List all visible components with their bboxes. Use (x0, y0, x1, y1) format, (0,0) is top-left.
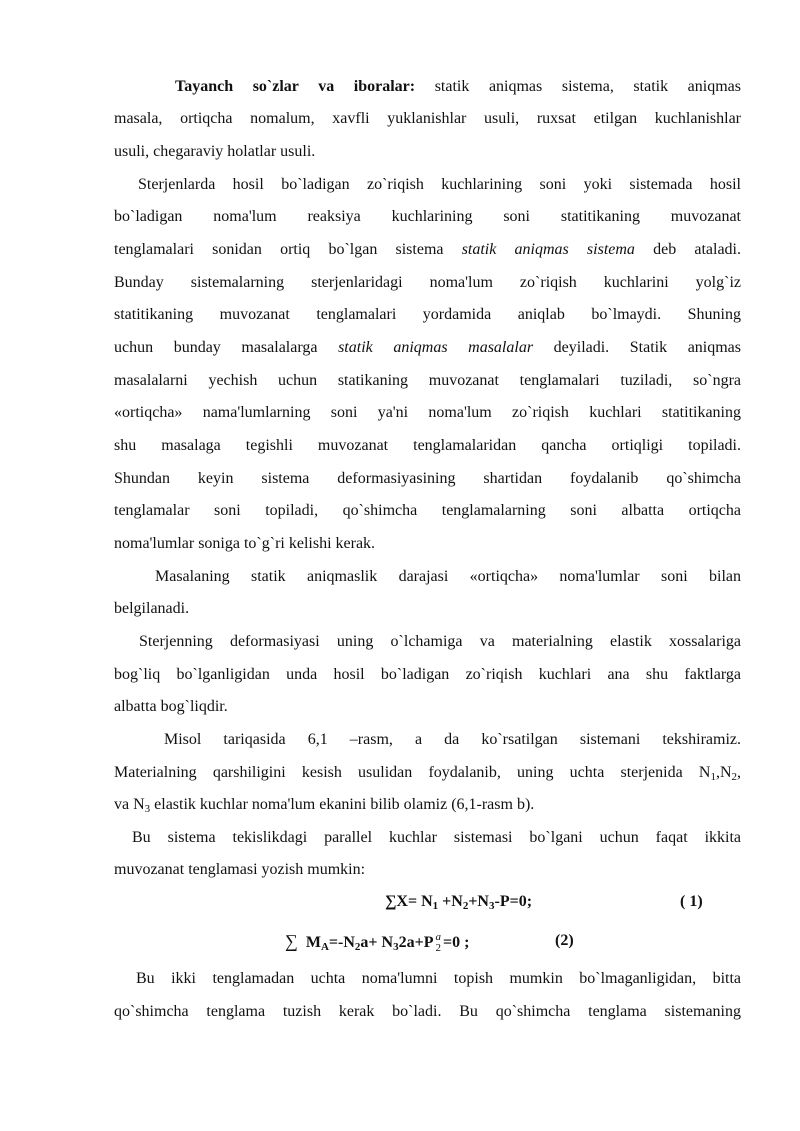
equation-2-number: (2) (555, 932, 574, 949)
text-line: bo`ladigan noma'lum reaksiya kuchlarining soni statitikaning muvozanat (114, 208, 741, 225)
text-line: Masalaning statik aniqmaslik darajasi «ortiqcha» noma'lumlar soni bilan (155, 568, 741, 585)
keywords-heading: Tayanch so`zlar va iboralar: (175, 78, 416, 95)
text-line: Misol tariqasida 6,1 –rasm, a da ko`rsatilgan sistemani tekshiramiz. (164, 731, 741, 748)
text-line: bog`liq bo`lganligidan unda hosil bo`ladigan zo`riqish kuchlari ana shu faktlarga (114, 666, 741, 683)
text-line: masala, ortiqcha nomalum, xavfli yuklanishlar usuli, ruxsat etilgan kuchlanishlar (114, 110, 741, 127)
text-line: Sterjenning deformasiyasi uning o`lchamiga va materialning elastik xossalariga (139, 633, 741, 650)
text-line: statitikaning muvozanat tenglamalari yordamida aniqlab bo`lmaydi. Shuning (114, 306, 741, 323)
equation-2: ∑ $M_A=-N_2a+ N_32a+P$ a 2 =0 ; (285, 931, 470, 955)
text-line: Bunday sistemalarning sterjenlaridagi noma'lum zo`riqish kuchlarini yolg`iz (114, 274, 741, 291)
text-line: «ortiqcha» nama'lumlarning soni ya'ni noma'lum zo`riqish kuchlari statitikaning (114, 404, 741, 421)
text-line: va $N_3$ elastik kuchlar noma'lum ekanini bilib olamiz (6,1-rasm b). (114, 796, 535, 815)
text-line: Bu sistema tekislikdagi parallel kuchlar sistemasi bo`lgani uchun faqat ikkita (132, 829, 741, 846)
text-fragment: deyiladi. Statik aniqmas (553, 339, 742, 356)
text-line: albatta bog`liqdir. (114, 698, 228, 715)
text-line: shu masalaga tegishli muvozanat tenglamalaridan qancha ortiqligi topiladi. (114, 437, 741, 454)
text-line: muvozanat tenglamasi yozish mumkin: (114, 861, 366, 878)
text-line: usuli, chegaraviy holatlar usuli. (114, 143, 316, 160)
text-line: tenglamalar soni topiladi, qo`shimcha tenglamalarning soni albatta ortiqcha (114, 502, 741, 519)
emphasis-term: statik aniqmas sistema (461, 241, 635, 258)
text-line: masalalarni yechish uchun statikaning muvozanat tenglamalari tuziladi, so`ngra (114, 372, 741, 389)
sigma-symbol: ∑ (285, 931, 298, 951)
text-line: Sterjenlarda hosil bo`ladigan zo`riqish kuchlarining soni yoki sistemada hosil (138, 176, 741, 193)
keywords-line (175, 76, 741, 98)
text-fragment: tenglamalari sonidan ortiq bo`lgan sistema (114, 241, 444, 258)
text-fragment: deb ataladi. (653, 241, 742, 258)
text-line: Shundan keyin sistema deformasiyasining shartidan foydalanib qo`shimcha (114, 470, 741, 487)
emphasis-term: statik aniqmas masalalar (338, 339, 534, 356)
text-line (114, 762, 741, 788)
text-line: noma'lumlar soniga to`g`ri kelishi kerak. (114, 535, 376, 552)
keywords-list-start: statik aniqmas sistema, statik aniqmas (434, 78, 741, 95)
text-line: Bu ikki tenglamadan uchta noma'lumni topish mumkin bo`lmaganligidan, bitta (136, 970, 741, 987)
text-line (114, 337, 741, 359)
equation-1-number: ( 1) (680, 893, 703, 910)
text-line (114, 239, 741, 261)
text-fragment: Materialning qarshiligini kesish usulidan foydalanib, uning uchta sterjenida $N_1,N_2$, (114, 764, 741, 783)
text-fragment: uchun bunday masalalarga (114, 339, 318, 356)
text-line: belgilanadi. (114, 600, 190, 617)
equation-1: $\sum X= N_1 +N_2+N_3-P=0$; (385, 893, 533, 912)
text-line: qo`shimcha tenglama tuzish kerak bo`ladi. Bu qo`shimcha tenglama sistemaning (114, 1003, 741, 1020)
fraction: a 2 (435, 931, 441, 955)
